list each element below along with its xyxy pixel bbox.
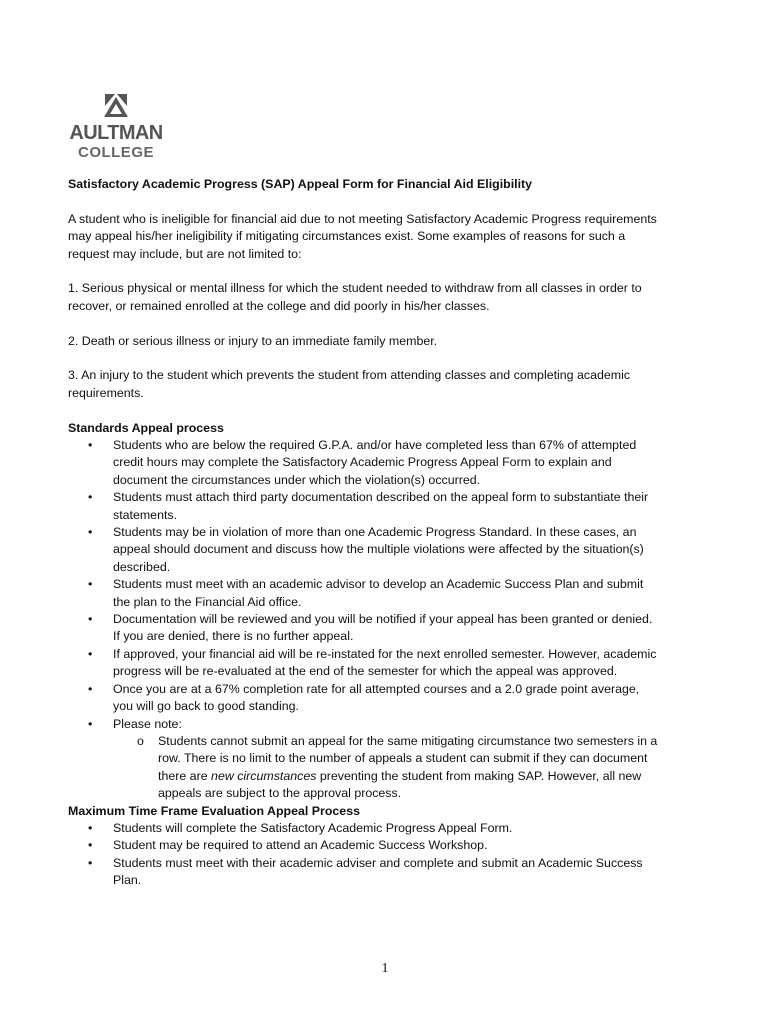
bullet-icon: • <box>88 838 93 853</box>
list-item <box>68 681 662 716</box>
bullet-icon: • <box>88 820 93 835</box>
bullet-icon: • <box>88 646 93 661</box>
college-logo <box>66 92 166 161</box>
list-item-text: Students will complete the Satisfactory Academic Progress Appeal Form. <box>113 820 513 835</box>
list-item-text: Once you are at a 67% completion rate for all attempted courses and a 2.0 grade point average, you will go back to good standing. <box>113 681 640 714</box>
list-item <box>68 576 662 611</box>
form-title: Satisfactory Academic Progress (SAP) Appeal Form for Financial Aid Eligibility <box>68 177 533 191</box>
list-item <box>68 489 662 524</box>
logo-subtitle: COLLEGE <box>77 144 154 161</box>
bullet-icon: • <box>88 438 93 453</box>
list-item-text: Students may be in violation of more than one Academic Progress Standard. In these cases, an appeal should document and discuss how the multiple violations were affected by the situation(s) described. <box>113 525 644 574</box>
reason-item: 2. Death or serious illness or injury to an immediate family member. <box>68 333 438 348</box>
list-item <box>68 437 662 489</box>
list-item-text: If approved, your financial aid will be re-instated for the next enrolled semester. However, academic progress will be re-evaluated at the end of the semester for which the appeal was approved. <box>113 646 657 679</box>
list-item <box>68 837 662 854</box>
standards-heading: Standards Appeal process <box>68 420 224 435</box>
note-emphasis: new circumstances <box>211 768 317 783</box>
logo-name: AULTMAN <box>69 122 163 144</box>
list-item <box>68 716 662 803</box>
list-item-text: Please note: <box>113 716 182 731</box>
bullet-icon: • <box>88 855 93 870</box>
note-list <box>113 733 662 803</box>
aultman-mark-icon <box>103 92 129 118</box>
list-item <box>68 524 662 576</box>
bullet-icon: • <box>88 577 93 592</box>
standards-list <box>68 437 662 803</box>
note-text-before: Students cannot submit an appeal for the same mitigating circumstance two semesters in a row. There is no limit to the number of appeals a student can submit if they can document there are <box>158 733 658 783</box>
note-item <box>113 733 662 803</box>
list-item-text: Students must meet with their academic adviser and complete and submit an Academic Success Plan. <box>113 855 643 888</box>
list-item <box>68 611 662 646</box>
bullet-icon: • <box>88 681 93 696</box>
list-item <box>68 646 662 681</box>
list-item-text: Students must meet with an academic advisor to develop an Academic Success Plan and submit the plan to the Financial Aid office. <box>113 577 644 609</box>
bullet-icon: • <box>88 490 93 505</box>
bullet-icon: • <box>88 612 93 627</box>
circle-bullet-icon: o <box>137 733 144 748</box>
document-body <box>68 176 662 890</box>
max-time-list <box>68 820 662 890</box>
bullet-icon: • <box>88 716 93 731</box>
reason-item: 3. An injury to the student which prevents the student from attending classes and completing academic requirements. <box>68 368 631 400</box>
reason-item: 1. Serious physical or mental illness for which the student needed to withdraw from all classes in order to recover, or remained enrolled at the college and did poorly in his/her classes. <box>68 281 642 313</box>
list-item-text: Documentation will be reviewed and you will be notified if your appeal has been granted or denied. If you are denied, there is no further appeal. <box>113 612 653 644</box>
note-text-after: preventing the student from making SAP. However, all new appeals are subject to the approval process. <box>158 768 642 801</box>
intro-paragraph: A student who is ineligible for financial aid due to not meeting Satisfactory Academic Progress requirements may appeal his/her ineligibility if mitigating circumstances exist. Some examples of reasons for such a request may include, but are not limited to: <box>68 211 657 261</box>
page-number: 1 <box>381 961 389 976</box>
list-item-text: Student may be required to attend an Academic Success Workshop. <box>113 838 488 853</box>
bullet-icon: • <box>88 525 93 540</box>
max-time-heading: Maximum Time Frame Evaluation Appeal Process <box>68 803 360 818</box>
list-item <box>68 855 662 890</box>
list-item <box>68 820 662 837</box>
list-item-text: Students who are below the required G.P.A. and/or have completed less than 67% of attempted credit hours may complete the Satisfactory Academic Progress Appeal Form to explain and document the circumstances under which the violation(s) occurred. <box>113 438 637 487</box>
list-item-text: Students must attach third party documentation described on the appeal form to substantiate their statements. <box>113 490 649 522</box>
